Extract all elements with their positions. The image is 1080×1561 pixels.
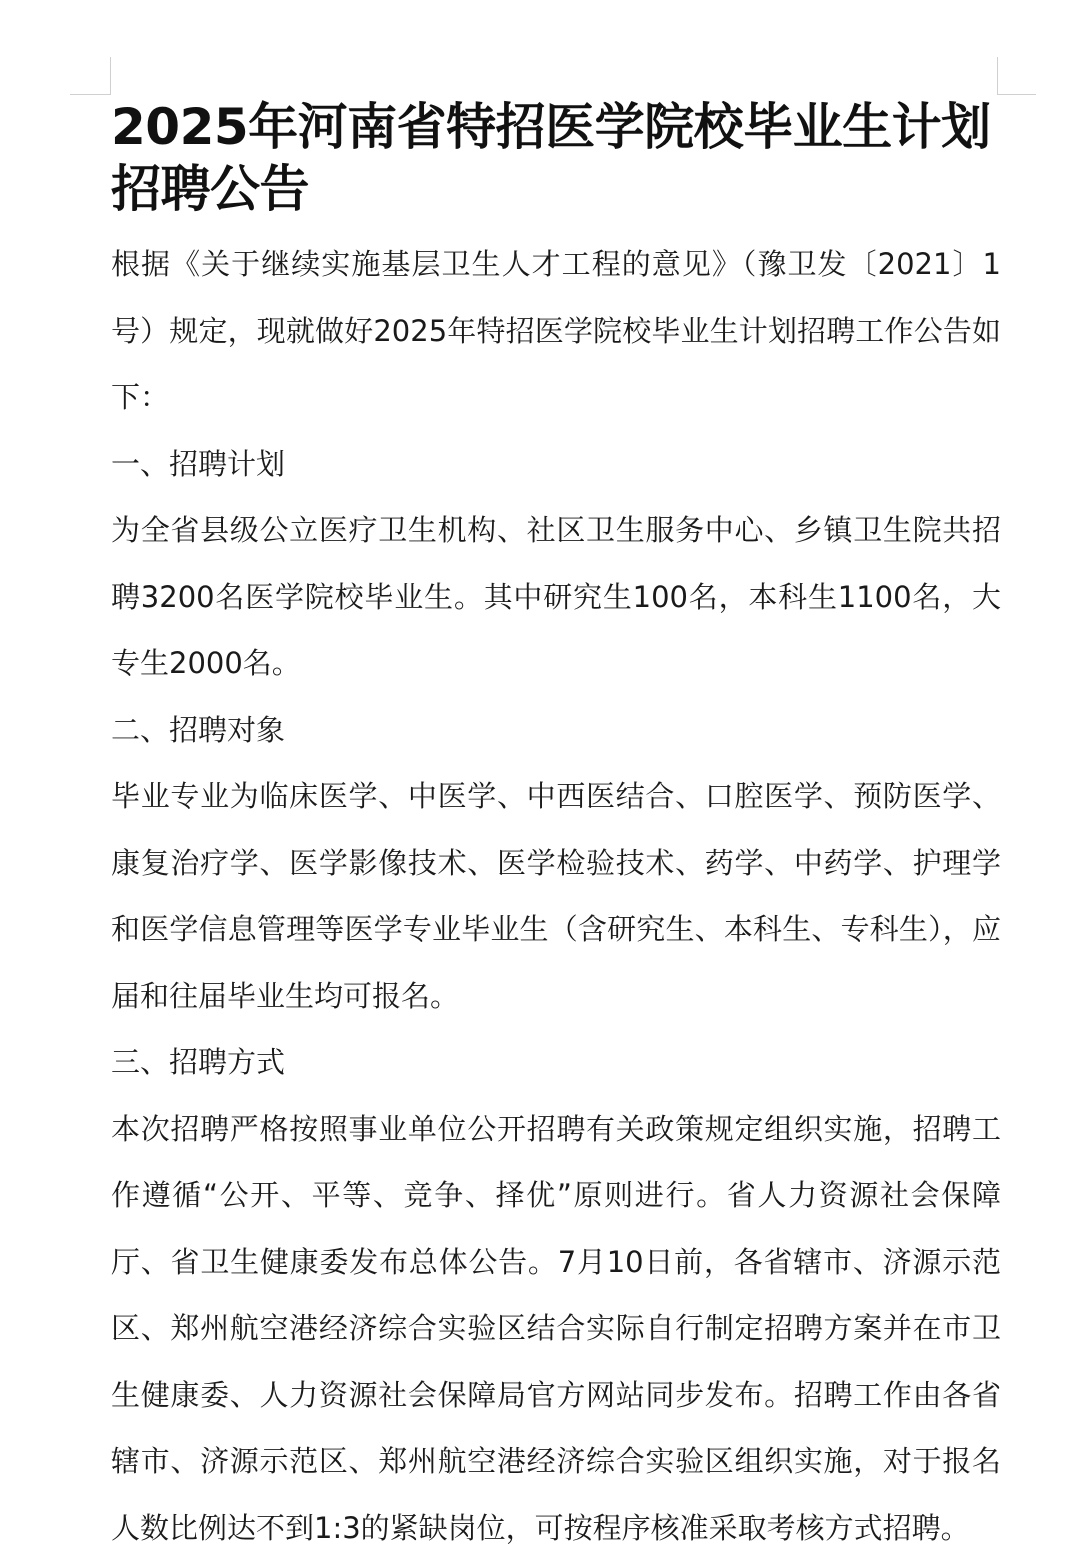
recruitment-method-paragraph: 本次招聘严格按照事业单位公开招聘有关政策规定组织实施，招聘工作遵循“公开、平等、竞争、择优”原则进行。省人力资源社会保障厅、省卫生健康委发布总体公告。7月10日前，各省辖市、济源示范区、郑州航空港经济综合实验区结合实际自行制定招聘方案并在市卫生健康委、人力资源社会保障局官方网站同步发布。招聘工作由各省辖市、济源示范区、郑州航空港经济综合实验区组织实施，对于报名人数比例达不到1:3的紧缺岗位，可按程序核准采取考核方式招聘。 — [111, 1096, 1001, 1561]
intro-paragraph: 根据《关于继续实施基层卫生人才工程的意见》（豫卫发〔2021〕1号）规定，现就做好2025年特招医学院校毕业生计划招聘工作公告如下： — [111, 231, 1001, 431]
section-heading-recruitment-method: 三、招聘方式 — [111, 1029, 1001, 1096]
page-corner-mark-right — [997, 57, 1036, 95]
document-title: 2025年河南省特招医学院校毕业生计划招聘公告 — [111, 96, 1001, 220]
section-heading-recruitment-targets: 二、招聘对象 — [111, 697, 1001, 764]
recruitment-targets-paragraph: 毕业专业为临床医学、中医学、中西医结合、口腔医学、预防医学、康复治疗学、医学影像技术、医学检验技术、药学、中药学、护理学和医学信息管理等医学专业毕业生（含研究生、本科生、专科生），应届和往届毕业生均可报名。 — [111, 763, 1001, 1029]
recruitment-plan-paragraph: 为全省县级公立医疗卫生机构、社区卫生服务中心、乡镇卫生院共招聘3200名医学院校毕业生。其中研究生100名，本科生1100名，大专生2000名。 — [111, 497, 1001, 697]
document-body — [111, 231, 1001, 1561]
section-heading-recruitment-plan: 一、招聘计划 — [111, 431, 1001, 498]
document-page — [111, 96, 1001, 1561]
page-corner-mark-left — [70, 57, 111, 95]
